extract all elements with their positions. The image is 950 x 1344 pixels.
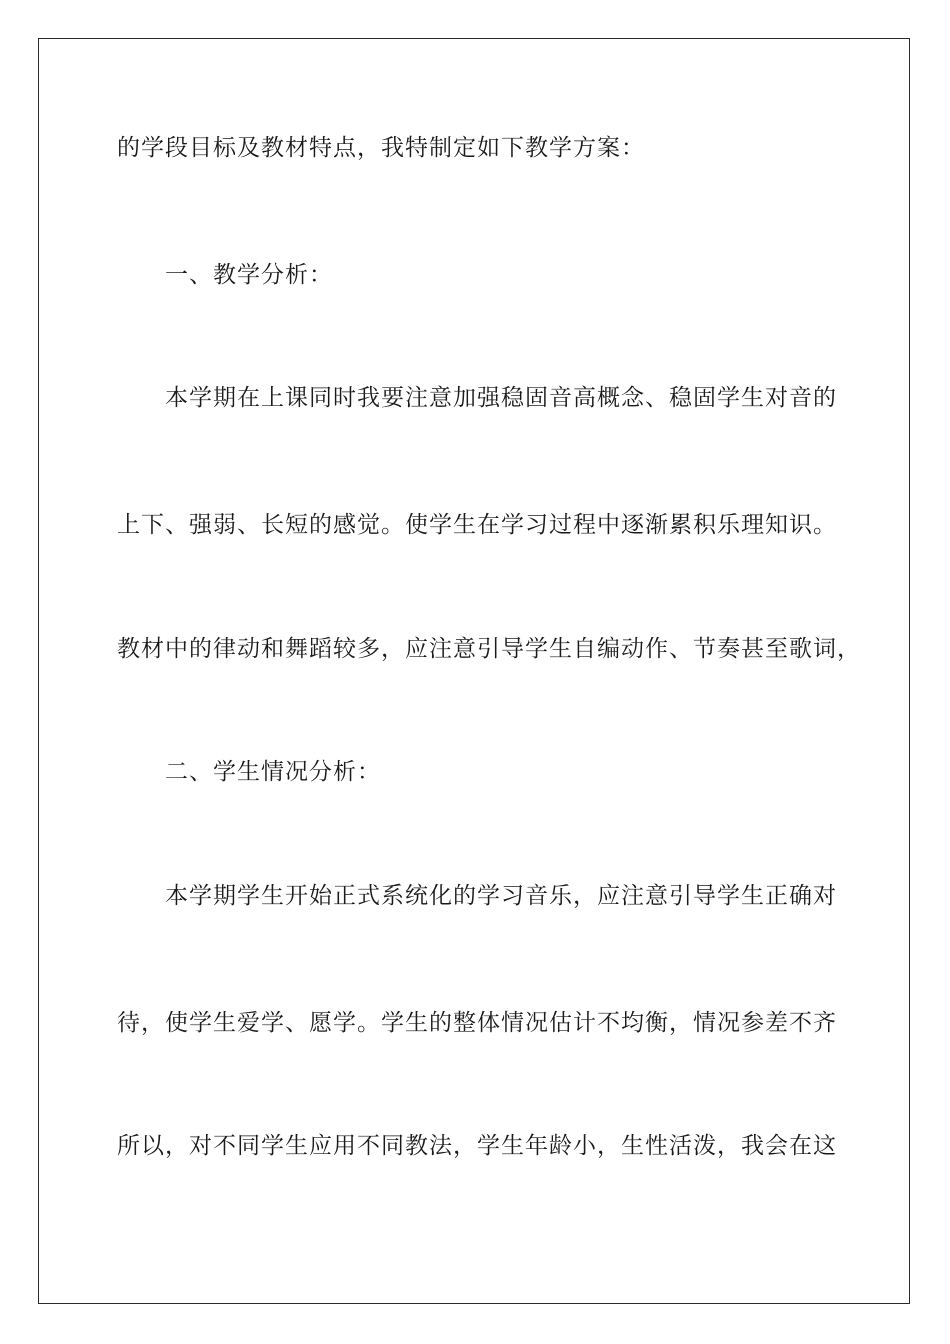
text-line-continuation: 的学段目标及教材特点，我特制定如下教学方案： xyxy=(117,135,645,161)
paragraph-line: 教材中的律动和舞蹈较多，应注意引导学生自编动作、节奏甚至歌词， xyxy=(117,636,861,662)
section-heading-teaching-analysis: 一、教学分析： xyxy=(165,262,333,288)
paragraph-line: 本学期在上课同时我要注意加强稳固音高概念、稳固学生对音的 xyxy=(165,385,837,411)
paragraph-line: 待，使学生爱学、愿学。学生的整体情况估计不均衡，情况参差不齐 xyxy=(117,1010,837,1036)
page-border xyxy=(38,38,910,1304)
paragraph-line: 所以，对不同学生应用不同教法，学生年龄小，生性活泼，我会在这 xyxy=(117,1133,837,1159)
paragraph-line: 本学期学生开始正式系统化的学习音乐，应注意引导学生正确对 xyxy=(165,883,837,909)
paragraph-line: 上下、强弱、长短的感觉。使学生在学习过程中逐渐累积乐理知识。 xyxy=(117,512,837,538)
section-heading-student-analysis: 二、学生情况分析： xyxy=(165,759,381,785)
